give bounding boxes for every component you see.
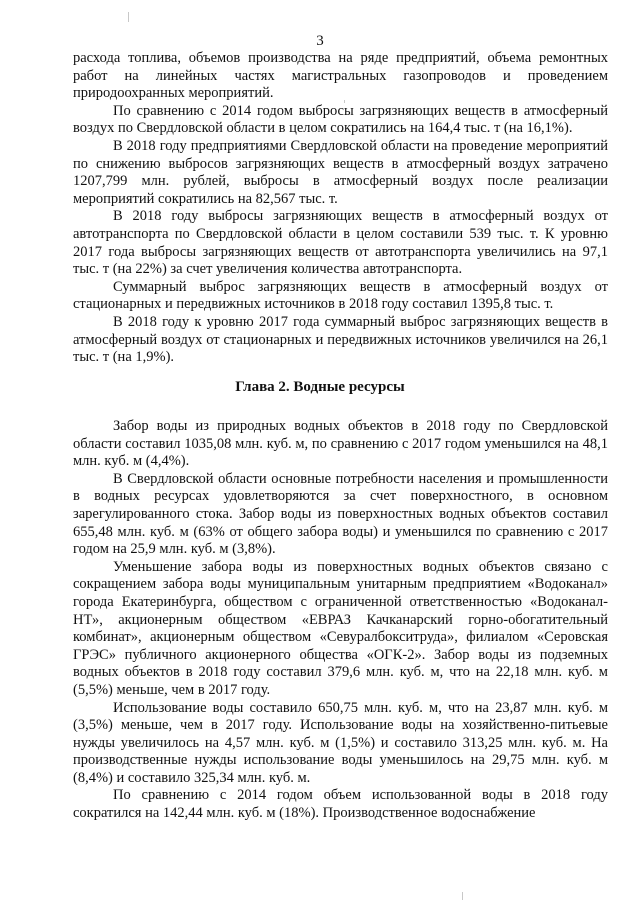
- scan-artifact: [344, 100, 345, 103]
- paragraph: В 2018 году к уровню 2017 года суммарный выброс загрязняющих веществ в атмосферный воздух от стационарных и передвижных источников увеличился на 26,1 тыс. т (на 1,9%).: [73, 313, 608, 366]
- paragraph: В Свердловской области основные потребности населения и промышленности в водных ресурсах удовлетворяются за счет поверхностного, в основном зарегулированного стока. Забор воды из поверхностных водных объектов составил 655,48 млн. куб. м (63% от общего забора воды) и уменьшился по сравнению с 2017 годом на 25,9 млн. куб. м (3,8%).: [73, 470, 608, 558]
- paragraph: Использование воды составило 650,75 млн. куб. м, что на 23,87 млн. куб. м (3,5%) меньше, чем в 2017 году. Использование воды на хозяйственно-питьевые нужды увеличилось на 4,57 млн. куб. м (1,5%) и составило 313,25 млн. куб. м. На производственные нужды использование воды уменьшилось на 29,75 млн. куб. м (8,4%) и составило 325,34 млн. куб. м.: [73, 699, 608, 786]
- water-resources-section: [73, 418, 608, 823]
- intro-section: [73, 50, 608, 367]
- paragraph: Суммарный выброс загрязняющих веществ в атмосферный воздух от стационарных и передвижных источников в 2018 году составил 1395,8 тыс. т.: [73, 278, 608, 313]
- chapter-title: Глава 2. Водные ресурсы: [235, 379, 405, 395]
- paragraph: В 2018 году предприятиями Свердловской области на проведение мероприятий по снижению выбросов загрязняющих веществ в атмосферный воздух затрачено 1207,799 млн. рублей, выбросы в атмосферный воздух после реализации мероприятий сократились на 82,567 тыс. т.: [73, 137, 608, 207]
- scan-artifact: [128, 12, 129, 22]
- paragraph: По сравнению с 2014 годом объем использованной воды в 2018 году сократился на 142,44 млн. куб. м (18%). Производственное водоснабжение: [73, 787, 608, 822]
- paragraph: По сравнению с 2014 годом выбросы загрязняющих веществ в атмосферный воздух по Свердловской области в целом сократились на 164,4 тыс. т (на 16,1%).: [73, 102, 608, 137]
- paragraph: В 2018 году выбросы загрязняющих веществ в атмосферный воздух от автотранспорта по Свердловской области в целом составили 539 тыс. т. К уровню 2017 года выбросы загрязняющих веществ от автотранспорта увеличились на 97,1 тыс. т (на 22%) за счет увеличения количества автотранспорта.: [73, 208, 608, 278]
- page-number: 3: [316, 33, 324, 49]
- paragraph: Уменьшение забора воды из поверхностных водных объектов связано с сокращением забора воды муниципальным унитарным предприятием «Водоканал» города Екатеринбурга, обществом с ограниченной ответственностью «Водоканал-НТ», акционерным обществом «ЕВРАЗ Качканарский горно-обогатительный комбинат», акционерным обществом «Севуралбокситруда», филиалом «Серовская ГРЭС» публичного акционерного общества «ОГК-2». Забор воды из подземных водных объектов в 2018 году составил 379,6 млн. куб. м, что на 22,18 млн. куб. м (5,5%) меньше, чем в 2017 году.: [73, 558, 608, 698]
- paragraph: Забор воды из природных водных объектов в 2018 году по Свердловской области составил 1035,08 млн. куб. м, по сравнению с 2017 годом уменьшился на 48,1 млн. куб. м (4,4%).: [73, 418, 608, 470]
- paragraph: расхода топлива, объемов производства на ряде предприятий, объема ремонтных работ на линейных частях магистральных газопроводов и проведением природоохранных мероприятий.: [73, 50, 608, 102]
- scan-artifact: [462, 892, 463, 900]
